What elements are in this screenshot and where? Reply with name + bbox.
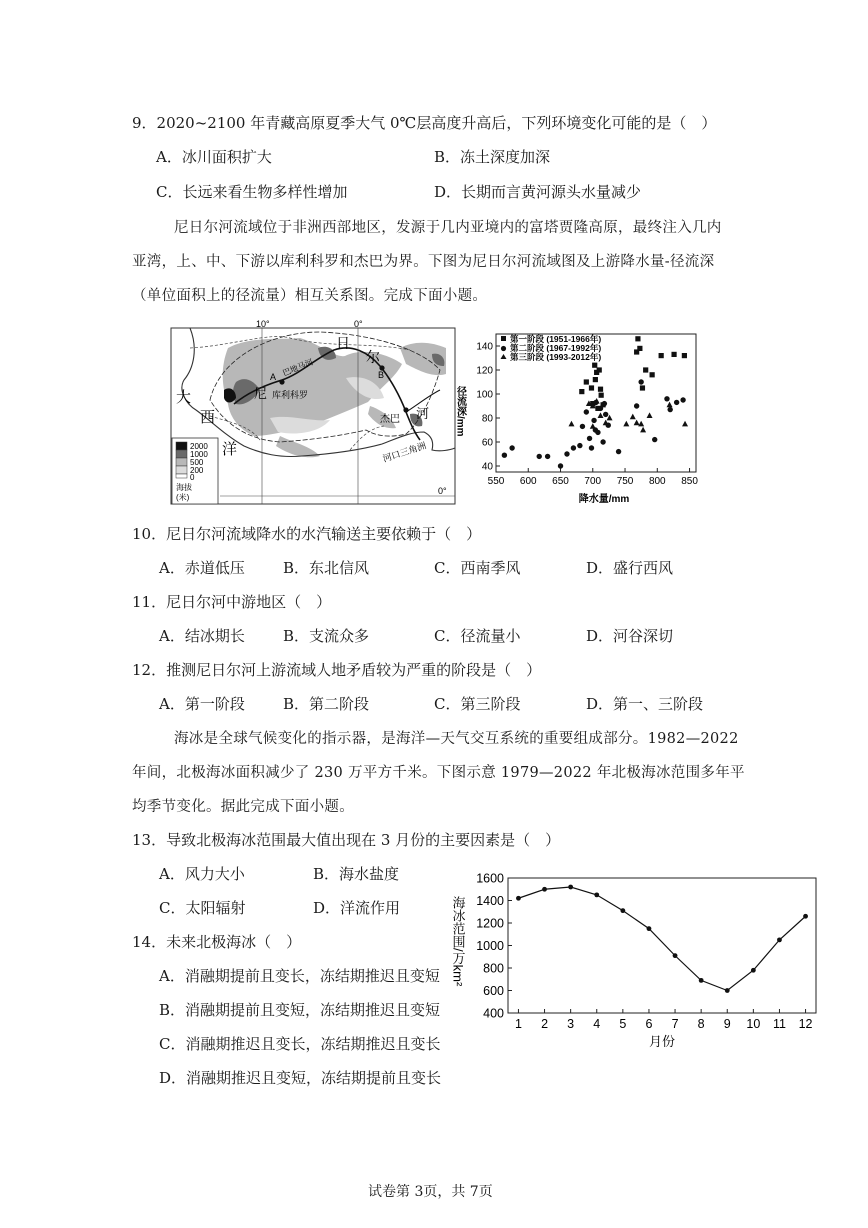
- label-he: 河: [416, 406, 430, 421]
- q13-option-d: D．洋流作用: [313, 899, 401, 917]
- label-atlantic-xi: 西: [200, 409, 216, 426]
- line-data-point: [751, 968, 756, 973]
- q10-option-d: D．盛行西风: [586, 559, 674, 577]
- label-jieba: 杰巴: [380, 414, 400, 425]
- line-y-tick-label: 800: [483, 961, 504, 976]
- passage2-line-3: 均季节变化。据此完成下面小题。: [132, 799, 354, 815]
- city-a-dot: [279, 379, 284, 384]
- q9-option-d: D．长期而言黄河源头水量减少: [434, 183, 642, 201]
- q14-stem: 14．未来北极海冰（ ）: [132, 933, 302, 951]
- q13-option-b: B．海水盐度: [313, 865, 400, 883]
- scatter-point-phase-2: [545, 454, 550, 459]
- line-x-label: 月份: [648, 1034, 676, 1049]
- scatter-point-phase-2: [664, 396, 669, 401]
- lon-label-0: 0°: [354, 319, 363, 329]
- q9-stem: 9．2020~2100 年青藏高原夏季大气 0℃层高度升高后，下列环境变化可能的是（ ）: [132, 114, 717, 132]
- line-x-tick-label: 10: [746, 1017, 761, 1031]
- scatter-point-phase-2: [603, 412, 608, 417]
- line-x-tick-label: 12: [798, 1017, 813, 1031]
- scatter-point-phase-1: [650, 372, 655, 377]
- label-atlantic-yang: 洋: [222, 441, 238, 458]
- scatter-point-phase-2: [509, 445, 514, 450]
- scatter-x-tick-label: 850: [681, 476, 698, 487]
- scatter-point-phase-2: [589, 445, 594, 450]
- scatter-y-tick-label: 80: [481, 413, 493, 425]
- line-y-tick-label: 600: [483, 984, 504, 998]
- line-x-tick-label: 8: [697, 1017, 705, 1031]
- scatter-y-label: 径流深/mm: [454, 386, 466, 437]
- line-x-tick-label: 2: [541, 1017, 549, 1031]
- scatter-point-phase-2: [616, 449, 621, 454]
- line-data-point: [568, 885, 573, 890]
- q11-option-b: B．支流众多: [283, 627, 370, 645]
- scatter-point-phase-2: [558, 463, 563, 468]
- line-y-tick-label: 1400: [476, 894, 504, 908]
- scatter-point-phase-1: [599, 393, 604, 398]
- scatter-x-tick-label: 800: [648, 476, 666, 487]
- line-x-tick-label: 6: [645, 1017, 653, 1031]
- passage1-line-3: （单位面积上的径流量）相互关系图。完成下面小题。: [132, 288, 488, 304]
- passage2-line-1: 海冰是全球气候变化的指示器，是海洋—天气交互系统的重要组成部分。1982—2022: [174, 731, 739, 747]
- scatter-point-phase-1: [593, 377, 598, 382]
- q11-option-c: C．径流量小: [434, 627, 521, 645]
- scatter-x-tick-label: 550: [487, 476, 505, 487]
- line-data-point: [699, 978, 704, 983]
- q12-option-a: A．第一阶段: [159, 695, 245, 713]
- scatter-point-phase-1: [598, 387, 603, 392]
- line-x-tick-label: 3: [567, 1017, 575, 1031]
- q12-stem: 12．推测尼日尔河上游流域人地矛盾较为严重的阶段是（ ）: [132, 661, 542, 679]
- line-data-point: [803, 914, 808, 919]
- passage1-line-1: 尼日尔河流域位于非洲西部地区，发源于几内亚境内的富塔贾隆高原，最终注入几内: [174, 220, 722, 236]
- legend-500: 500: [190, 458, 204, 467]
- legend-title-2: (米): [176, 493, 190, 502]
- legend-title-1: 海拔: [176, 483, 192, 492]
- line-data-point: [516, 896, 521, 901]
- q11-option-d: D．河谷深切: [586, 627, 674, 645]
- q9-option-a: A．冰川面积扩大: [156, 148, 272, 166]
- q14-option-b: B．消融期提前且变短，冻结期推迟且变短: [159, 1001, 441, 1019]
- label-er: 尔: [366, 349, 380, 365]
- legend-marker-circle: [501, 346, 506, 351]
- lon-label-10: 10°: [256, 319, 270, 329]
- q10-option-c: C．西南季风: [434, 559, 521, 577]
- line-data-point: [594, 892, 599, 897]
- line-plot-frame: [508, 878, 816, 1013]
- label-delta: 河口三角洲: [381, 440, 428, 464]
- scatter-point-phase-1: [592, 363, 597, 368]
- scatter-point-phase-2: [680, 397, 685, 402]
- scatter-point-phase-2: [674, 400, 679, 405]
- line-y-label: 海冰范围/万km²: [450, 896, 466, 987]
- scatter-point-phase-2: [595, 430, 600, 435]
- legend-0: 0: [190, 473, 195, 482]
- legend-series-1: 第一阶段 (1951-1966年): [510, 334, 602, 344]
- q12-option-b: B．第二阶段: [283, 695, 370, 713]
- scatter-point-phase-1: [635, 336, 640, 341]
- page-footer: 试卷第 3页，共 7页: [368, 1184, 493, 1200]
- legend-series-3: 第三阶段 (1993-2012年): [510, 352, 602, 362]
- q12-option-c: C．第三阶段: [434, 695, 521, 713]
- q14-option-a: A．消融期提前且变长，冻结期推迟且变短: [159, 967, 440, 985]
- line-x-tick-label: 1: [514, 1017, 522, 1031]
- label-city-b: B: [378, 370, 385, 380]
- line-x-tick-label: 7: [671, 1017, 679, 1031]
- scatter-point-phase-2: [591, 418, 596, 423]
- legend-2000: 2000: [190, 442, 208, 451]
- scatter-x-tick-label: 600: [519, 476, 537, 487]
- label-ri: 日: [336, 335, 350, 351]
- scatter-legend: [501, 334, 602, 362]
- label-kulikoro: 库利科罗: [272, 390, 309, 400]
- scatter-point-phase-2: [571, 445, 576, 450]
- line-x-tick-label: 9: [723, 1017, 731, 1031]
- legend-marker-square: [501, 336, 506, 341]
- scatter-point-phase-1: [682, 353, 687, 358]
- scatter-y-tick-label: 60: [481, 437, 493, 449]
- scatter-point-phase-2: [638, 379, 643, 384]
- scatter-point-phase-1: [640, 385, 645, 390]
- scatter-point-phase-2: [652, 437, 657, 442]
- scatter-x-tick-label: 750: [616, 476, 634, 487]
- scatter-point-phase-2: [502, 453, 507, 458]
- label-atlantic-da: 大: [176, 389, 192, 406]
- line-y-tick-label: 1200: [476, 916, 504, 931]
- scatter-point-phase-1: [584, 379, 589, 384]
- scatter-y-tick-label: 100: [476, 389, 493, 401]
- elevation-legend: [172, 438, 218, 504]
- scatter-y-tick-label: 40: [481, 461, 493, 473]
- q13-option-a: A．风力大小: [159, 865, 245, 883]
- scatter-y-tick-label: 120: [476, 365, 493, 377]
- line-data-point: [542, 887, 547, 892]
- q10-option-b: B．东北信风: [283, 559, 370, 577]
- rainfall-runoff-scatter-chart: [456, 326, 702, 506]
- scatter-point-phase-2: [602, 401, 607, 406]
- scatter-point-phase-2: [587, 436, 592, 441]
- label-city-a: A: [270, 372, 277, 382]
- scatter-point-phase-1: [579, 389, 584, 394]
- q10-stem: 10．尼日尔河流域降水的水汽输送主要依赖于（ ）: [132, 525, 482, 543]
- q10-option-a: A．赤道低压: [159, 559, 245, 577]
- q12-option-d: D．第一、三阶段: [586, 695, 704, 713]
- line-y-ticks: [476, 872, 512, 1021]
- q9-option-b: B．冻土深度加深: [434, 148, 551, 166]
- passage1-line-2: 亚湾，上、中、下游以库利科罗和杰巴为界。下图为尼日尔河流域图及上游降水量-径流深: [132, 254, 715, 270]
- legend-series-2: 第二阶段 (1967-1992年): [510, 343, 602, 353]
- lat-label-0: 0°: [438, 486, 447, 496]
- scatter-point-phase-1: [589, 385, 594, 390]
- q9-option-c: C．长远来看生物多样性增加: [156, 183, 348, 201]
- scatter-point-phase-1: [637, 346, 642, 351]
- sea-ice-line-chart: [452, 866, 824, 1050]
- scatter-point-phase-2: [600, 439, 605, 444]
- scatter-point-phase-2: [584, 409, 589, 414]
- scatter-point-phase-2: [537, 454, 542, 459]
- legend-1000: 1000: [190, 450, 208, 459]
- line-data-point: [725, 988, 730, 993]
- q14-option-d: D．消融期推迟且变短，冻结期提前且变长: [159, 1069, 442, 1087]
- line-x-tick-label: 4: [593, 1017, 601, 1031]
- label-tributary: 巴地马河: [281, 357, 315, 378]
- line-data-point: [673, 953, 678, 958]
- q14-option-c: C．消融期推迟且变长，冻结期推迟且变长: [159, 1035, 441, 1053]
- line-data-point: [777, 937, 782, 942]
- legend-200: 200: [190, 466, 204, 475]
- line-y-tick-label: 400: [483, 1006, 504, 1021]
- scatter-point-phase-2: [564, 451, 569, 456]
- line-data-point: [620, 908, 625, 913]
- scatter-point-phase-2: [577, 443, 582, 448]
- scatter-point-phase-2: [580, 424, 585, 429]
- q13-stem: 13．导致北极海冰范围最大值出现在 3 月份的主要因素是（ ）: [132, 831, 561, 849]
- scatter-x-label: 降水量/mm: [578, 494, 630, 505]
- q11-option-a: A．结冰期长: [159, 627, 245, 645]
- scatter-point-phase-1: [643, 367, 648, 372]
- scatter-point-phase-1: [659, 353, 664, 358]
- scatter-point-phase-2: [598, 406, 603, 411]
- scatter-x-tick-label: 700: [584, 476, 602, 487]
- scatter-point-phase-2: [667, 407, 672, 412]
- q11-stem: 11．尼日尔河中游地区（ ）: [132, 593, 332, 611]
- q13-option-c: C．太阳辐射: [159, 899, 246, 917]
- line-x-tick-label: 5: [619, 1017, 627, 1031]
- line-y-tick-label: 1600: [476, 871, 504, 886]
- scatter-x-tick-label: 650: [552, 476, 569, 487]
- label-ni: 尼: [254, 386, 268, 401]
- line-data-point: [647, 926, 652, 931]
- scatter-point-phase-1: [597, 367, 602, 372]
- passage2-line-2: 年间，北极海冰面积减少了 230 万平方千米。下图示意 1979—2022 年北极海冰范围多年平: [132, 765, 745, 781]
- niger-basin-map: [170, 318, 456, 506]
- scatter-y-tick-label: 140: [476, 341, 493, 353]
- scatter-point-phase-2: [634, 403, 639, 408]
- line-x-tick-label: 11: [772, 1017, 786, 1031]
- jieba-dot: [403, 407, 408, 412]
- line-y-tick-label: 1000: [476, 939, 504, 953]
- scatter-point-phase-1: [671, 352, 676, 357]
